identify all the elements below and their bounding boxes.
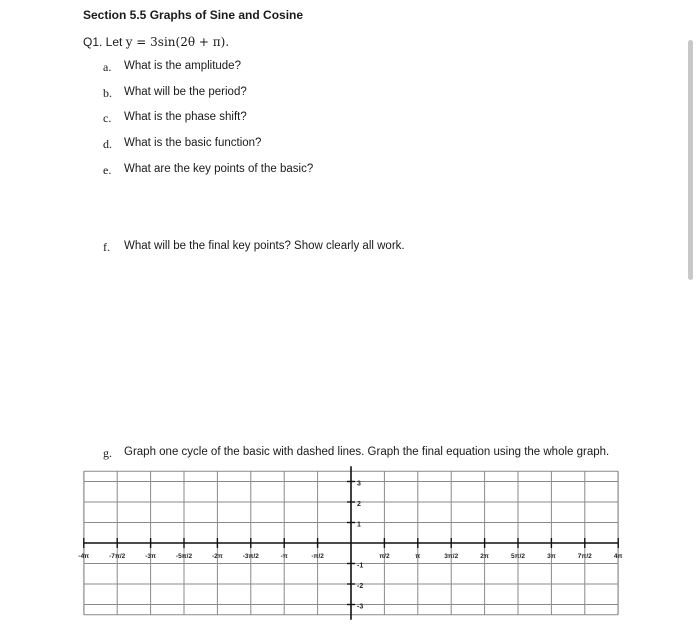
x-tick-label: -3π/2	[242, 553, 259, 560]
question-letter: b.	[103, 86, 112, 100]
x-tick-label: 3π	[547, 553, 556, 560]
y-tick-label: 3	[357, 480, 361, 488]
x-tick-label: -3π	[145, 553, 156, 560]
y-tick-label: -1	[357, 562, 364, 570]
x-tick-label: 2π	[480, 553, 489, 560]
x-tick-label: -π	[280, 553, 288, 560]
question-text: What is the basic function?	[124, 137, 262, 149]
question-letter: e.	[103, 163, 112, 177]
y-tick-label: 1	[357, 521, 361, 529]
x-tick-label: -4π	[78, 553, 90, 560]
x-tick-label: -7π/2	[109, 553, 126, 560]
question-text: What is the phase shift?	[124, 111, 247, 123]
x-tick-label: π	[415, 553, 421, 560]
x-tick-label: 4π	[613, 553, 623, 560]
question-letter: d.	[103, 137, 112, 151]
y-tick-label: -2	[357, 583, 364, 590]
x-tick-label: 7π/2	[577, 553, 592, 560]
x-tick-label: π/2	[379, 553, 390, 560]
question-letter: c.	[103, 111, 112, 125]
graph-axes	[84, 466, 618, 620]
question-text: Graph one cycle of the basic with dashed lines. Graph the final equation using the whole graph.	[124, 446, 610, 458]
y-tick-label: 2	[357, 501, 361, 508]
question-letter: a.	[103, 60, 112, 74]
section-title: Section 5.5 Graphs of Sine and Cosine	[83, 8, 304, 22]
vertical-scrollbar[interactable]	[688, 40, 693, 280]
y-axis-ticks	[347, 481, 363, 611]
y-tick-label: -3	[357, 603, 364, 611]
x-tick-label: -5π/2	[175, 553, 193, 560]
x-tick-label: 3π/2	[444, 553, 459, 560]
question-text: What are the key points of the basic?	[124, 163, 314, 175]
x-tick-label: -2π	[212, 553, 223, 560]
question-1-prefix: Q1. Let	[83, 35, 126, 49]
question-text: What will be the period?	[124, 86, 247, 98]
question-text: What will be the final key points? Show clearly all work.	[124, 240, 405, 252]
x-tick-label: 5π/2	[510, 553, 526, 560]
question-letter: g.	[103, 446, 112, 460]
question-1-equation: y = 3sin(2θ + π).	[125, 35, 230, 49]
x-tick-label: -π/2	[311, 553, 324, 560]
question-text: What is the amplitude?	[124, 60, 241, 72]
question-letter: f.	[103, 240, 110, 254]
